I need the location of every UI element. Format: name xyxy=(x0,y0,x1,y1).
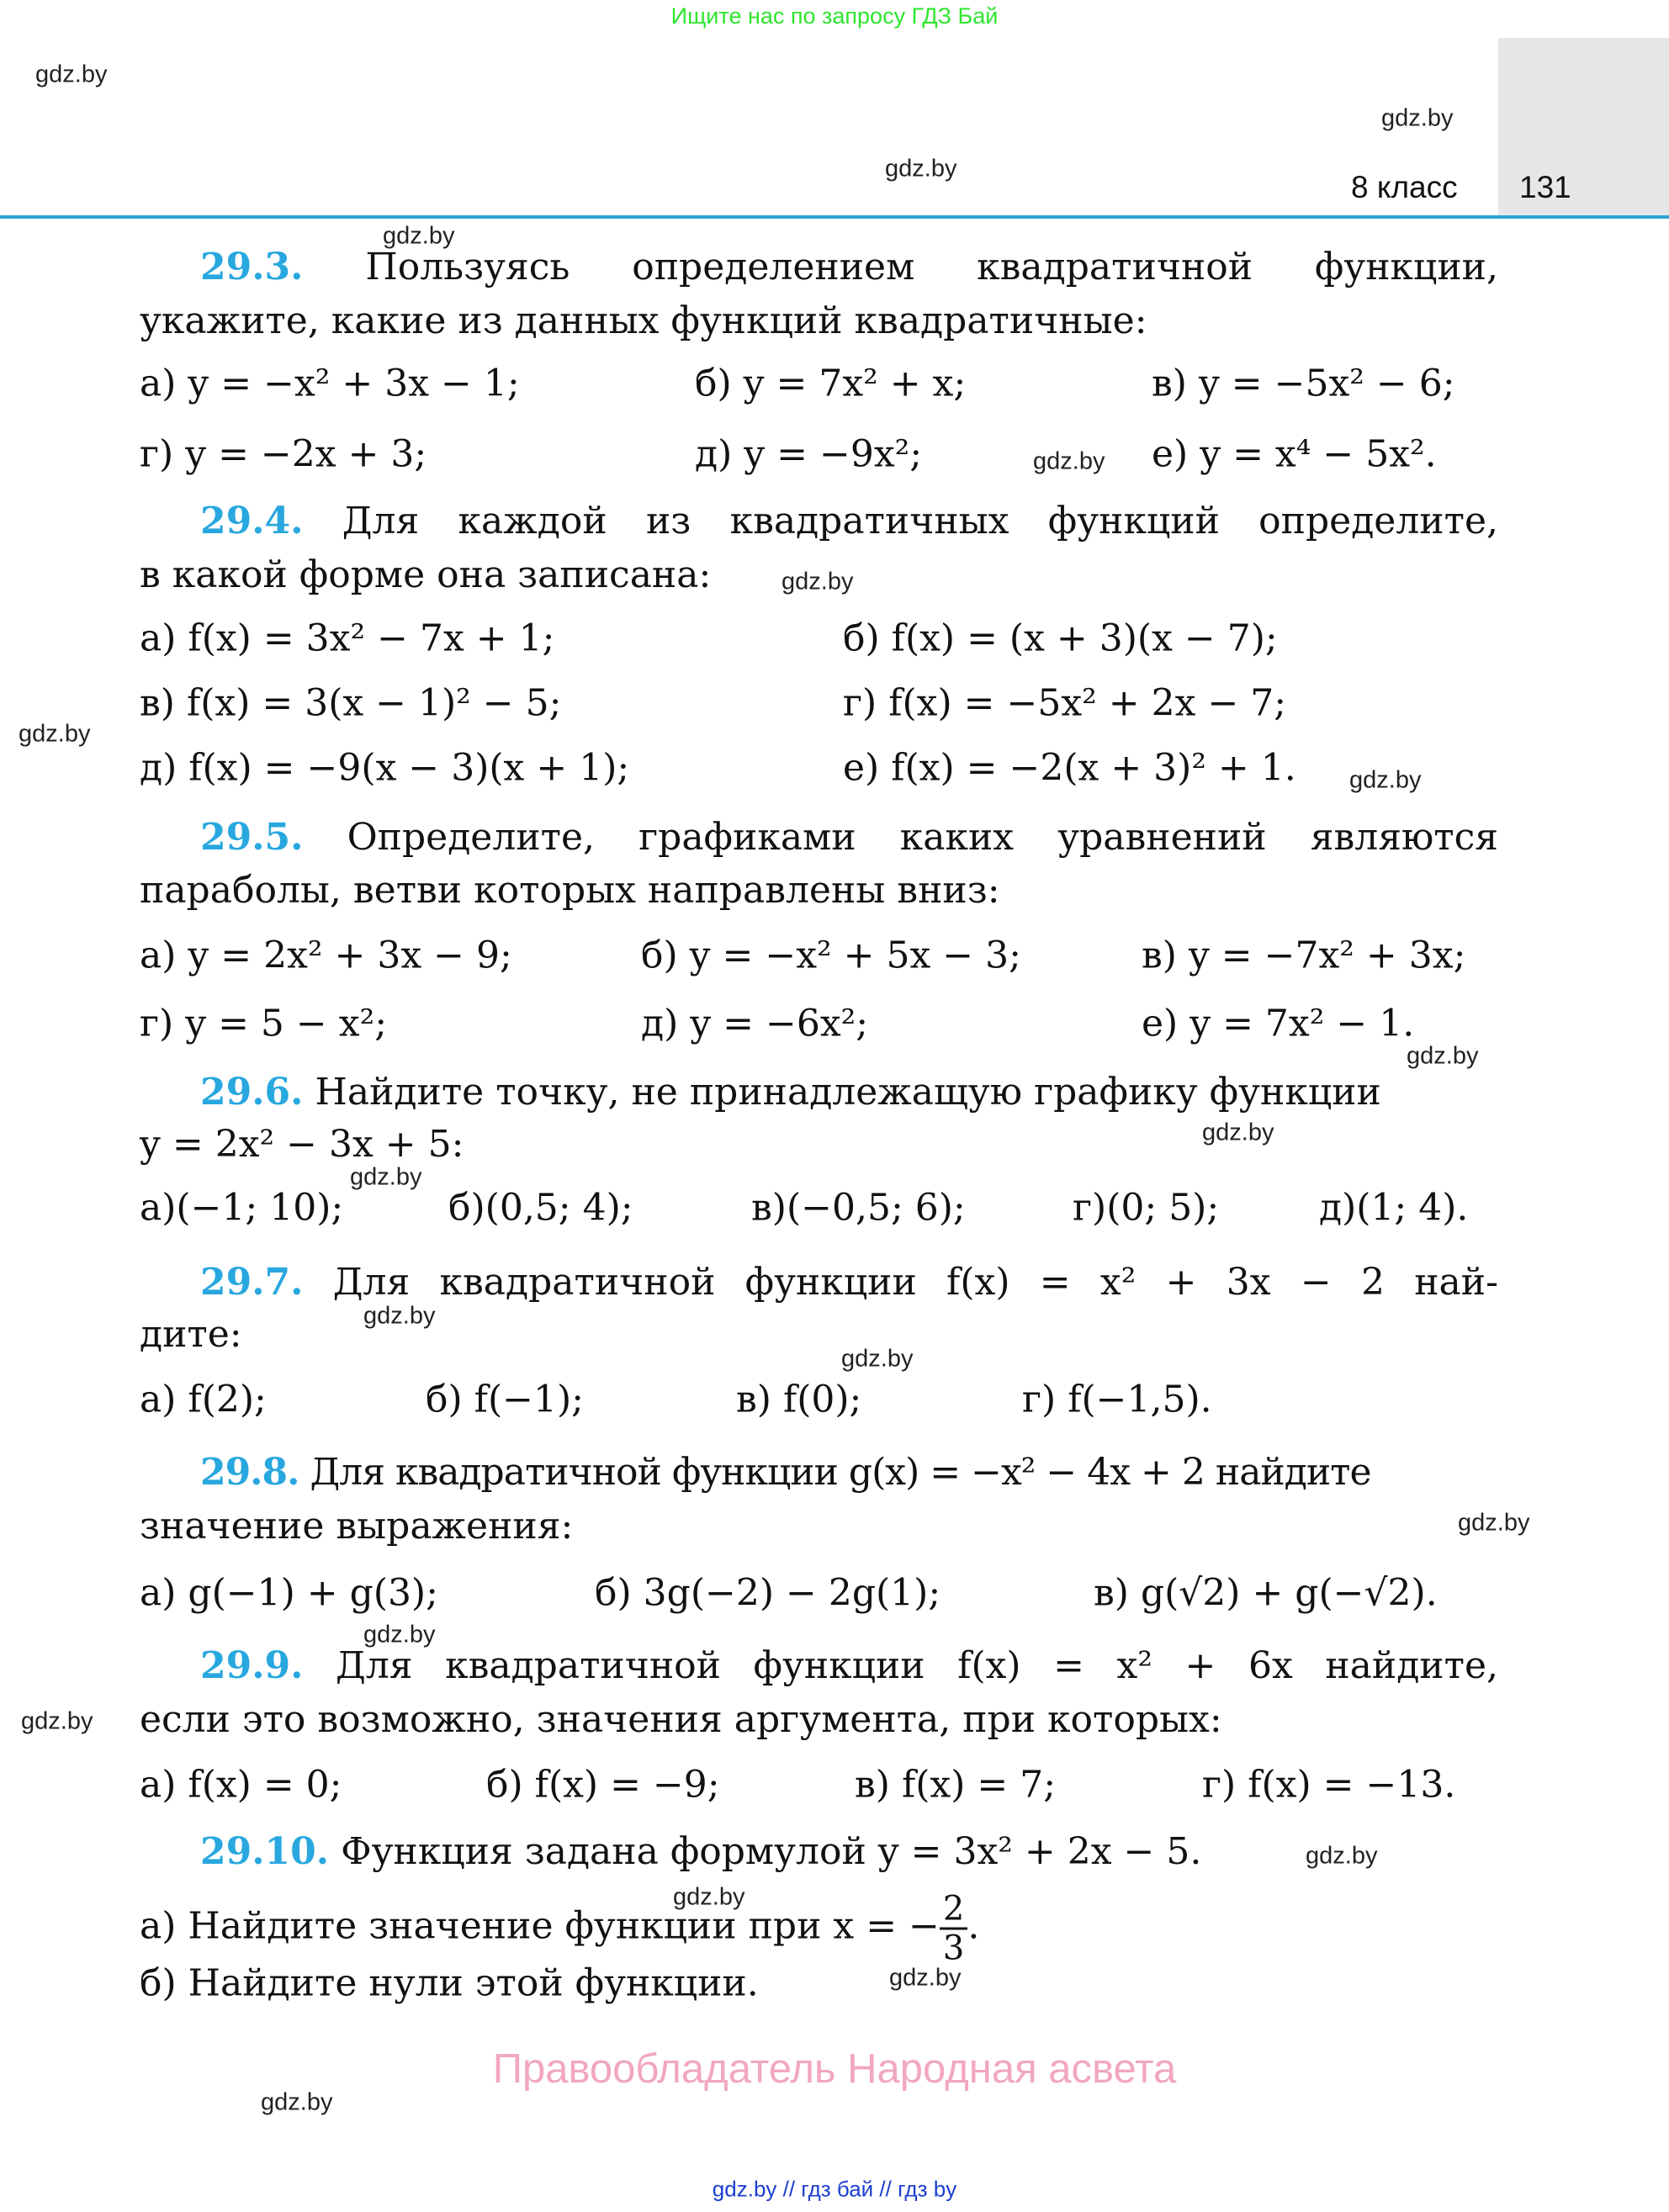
option-item: б) Найдите нули этой функции. xyxy=(140,1961,759,2005)
watermark: gdz.by xyxy=(363,1621,436,1648)
option-item: в) f(x) = 7; xyxy=(855,1763,1057,1807)
watermark: gdz.by xyxy=(889,1964,962,1992)
watermark: gdz.by xyxy=(841,1345,914,1373)
exercise-29-10-heading xyxy=(140,1830,1559,1874)
exercise-text: Функция задана формулой y = 3x² + 2x − 5. xyxy=(341,1830,1202,1873)
option-item: б) f(−1); xyxy=(426,1378,584,1421)
option-item: г) f(x) = −5x² + 2x − 7; xyxy=(843,681,1287,725)
option-item: а) Найдите значение функции при x = − $\frac{2}{3}$ . xyxy=(140,1889,980,1968)
watermark: gdz.by xyxy=(21,1707,93,1735)
option-item: д) y = −9x²; xyxy=(695,432,923,476)
exercise-text: Пользуясь определением квадратичной функции, xyxy=(365,246,1498,288)
watermark: gdz.by xyxy=(19,720,91,748)
option-item: в) f(x) = 3(x − 1)² − 5; xyxy=(140,681,562,725)
copyright-notice: Правообладатель Народная асвета xyxy=(492,2046,1177,2092)
option-item: б)(0,5; 4); xyxy=(448,1186,633,1230)
option-item: г) y = 5 − x²; xyxy=(140,1002,388,1045)
option-item: б) y = 7x² + x; xyxy=(695,362,967,405)
option-item: д)(1; 4). xyxy=(1319,1186,1469,1230)
exercise-text: укажите, какие из данных функций квадратичные: xyxy=(140,299,1147,342)
fraction: $\frac{2}{3}$ xyxy=(940,1891,967,1967)
watermark: gdz.by xyxy=(1458,1509,1530,1537)
option-item: д) f(x) = −9(x − 3)(x + 1); xyxy=(140,746,630,790)
exercise-number: 29.9. xyxy=(200,1644,304,1687)
option-item: г) f(−1,5). xyxy=(1022,1378,1212,1421)
watermark: gdz.by xyxy=(363,1302,436,1330)
exercise-text: если это возможно, значения аргумента, при которых: xyxy=(140,1698,1222,1741)
exercise-text: Для квадратичной функции g(x) = −x² − 4x + 2 найдите xyxy=(310,1451,1371,1494)
watermark: gdz.by xyxy=(782,568,854,595)
exercise-text: дите: xyxy=(140,1313,242,1356)
option-item: в) g(√2) + g(−√2). xyxy=(1094,1571,1438,1615)
exercise-29-7-heading xyxy=(140,1261,1498,1304)
watermark: gdz.by xyxy=(1033,447,1105,475)
option-item: б) 3g(−2) − 2g(1); xyxy=(595,1571,941,1615)
exercise-text: Для квадратичной функции f(x) = x² + 6x найдите, xyxy=(336,1644,1498,1687)
exercise-text: Для каждой из квадратичных функций определите, xyxy=(342,500,1498,542)
exercise-29-9-heading xyxy=(140,1644,1498,1688)
option-item: б) f(x) = (x + 3)(x − 7); xyxy=(843,617,1278,660)
exercise-text: параболы, ветви которых направлены вниз: xyxy=(140,869,1000,912)
option-item: а) f(x) = 0; xyxy=(140,1763,342,1807)
watermark: gdz.by xyxy=(35,61,108,88)
option-item: е) f(x) = −2(x + 3)² + 1. xyxy=(843,746,1296,790)
option-item: е) y = 7x² − 1. xyxy=(1142,1002,1415,1045)
header-rule xyxy=(0,215,1669,219)
exercise-29-6-heading xyxy=(140,1071,1559,1114)
exercise-29-5-heading xyxy=(140,816,1498,860)
option-item: а) g(−1) + g(3); xyxy=(140,1571,438,1615)
exercise-29-3-heading xyxy=(140,246,1498,289)
exercise-number: 29.4. xyxy=(200,500,304,542)
option-item: в) f(0); xyxy=(736,1378,862,1421)
exercise-number: 29.10. xyxy=(200,1830,330,1873)
watermark: gdz.by xyxy=(261,2088,333,2116)
footer-links[interactable]: gdz.by // гдз бай // гдз by xyxy=(712,2176,957,2202)
exercise-formula: y = 2x² − 3x + 5: xyxy=(140,1123,464,1166)
exercise-text: Определите, графиками каких уравнений являются xyxy=(347,816,1498,859)
exercise-29-4-heading xyxy=(140,500,1498,543)
option-item: г) f(x) = −13. xyxy=(1202,1763,1456,1807)
watermark: gdz.by xyxy=(885,155,957,183)
exercise-number: 29.3. xyxy=(200,246,304,288)
watermark: gdz.by xyxy=(1306,1842,1378,1870)
option-item: д) y = −6x²; xyxy=(641,1002,869,1045)
grade-label: 8 класс xyxy=(1351,170,1458,204)
watermark: gdz.by xyxy=(1349,766,1422,794)
option-item: е) y = x⁴ − 5x². xyxy=(1152,432,1437,476)
option-item: а)(−1; 10); xyxy=(140,1186,344,1230)
option-item: а) f(x) = 3x² − 7x + 1; xyxy=(140,617,555,660)
option-item: в) y = −7x² + 3x; xyxy=(1142,934,1466,977)
page-number: 131 xyxy=(1519,170,1571,204)
option-item: г)(0; 5); xyxy=(1073,1186,1220,1230)
watermark: gdz.by xyxy=(1381,104,1454,132)
exercise-text: Для квадратичной функции f(x) = x² + 3x − 2 най- xyxy=(332,1261,1498,1304)
exercise-text: в какой форме она записана: xyxy=(140,553,712,596)
option-item: в) y = −5x² − 6; xyxy=(1152,362,1455,405)
search-banner[interactable]: Ищите нас по запросу ГДЗ Бай xyxy=(670,3,999,29)
option-item: а) y = −x² + 3x − 1; xyxy=(140,362,520,405)
option-item: б) y = −x² + 5x − 3; xyxy=(641,934,1021,977)
watermark: gdz.by xyxy=(673,1883,745,1911)
option-item: в)(−0,5; 6); xyxy=(751,1186,966,1230)
exercise-number: 29.6. xyxy=(200,1071,304,1114)
option-item: а) y = 2x² + 3x − 9; xyxy=(140,934,512,977)
watermark: gdz.by xyxy=(350,1163,422,1191)
watermark: gdz.by xyxy=(383,222,455,250)
exercise-number: 29.8. xyxy=(200,1451,299,1494)
exercise-29-8-heading xyxy=(140,1451,1559,1495)
option-item: г) y = −2x + 3; xyxy=(140,432,427,476)
option-item: б) f(x) = −9; xyxy=(486,1763,720,1807)
option-item: а) f(2); xyxy=(140,1378,267,1421)
watermark: gdz.by xyxy=(1407,1042,1479,1070)
exercise-text: значение выражения: xyxy=(140,1505,574,1548)
exercise-number: 29.5. xyxy=(200,816,304,859)
exercise-text: Найдите точку, не принадлежащую графику функции xyxy=(315,1071,1381,1114)
exercise-number: 29.7. xyxy=(200,1261,304,1304)
watermark: gdz.by xyxy=(1202,1119,1274,1146)
